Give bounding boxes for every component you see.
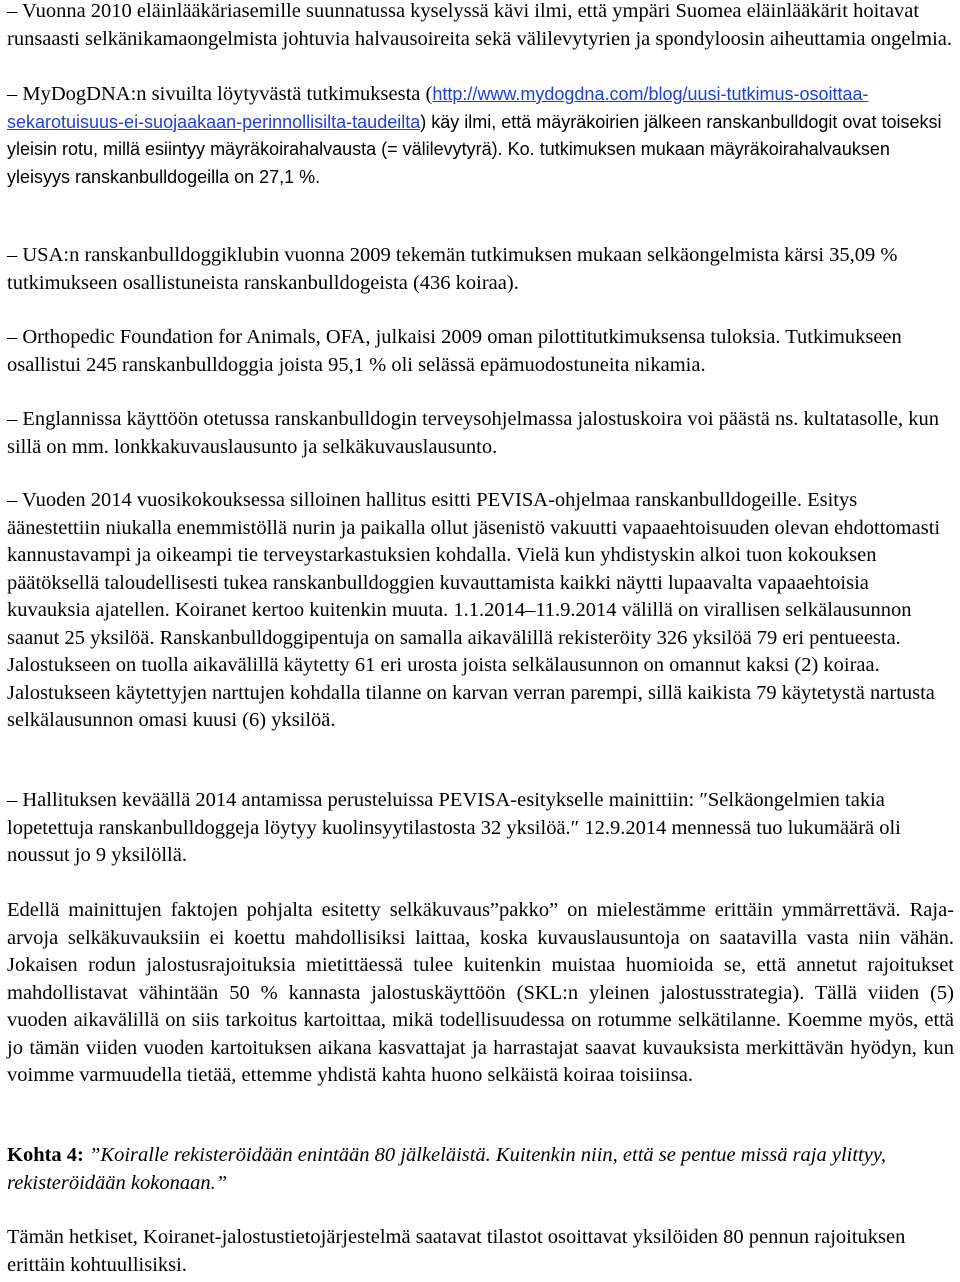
paragraph-usa-club: – USA:n ranskanbulldoggiklubin vuonna 2009 tekemän tutkimuksen mukaan selkäongelmista kärsi 35,09 % tutkimukseen osallistuneista ranskanbulldogeista (436 koiraa). bbox=[7, 244, 898, 294]
mydogdna-link[interactable]: http://www.mydogdna.com/blog/uusi-tutkimus-osoittaa-sekarotuisuus-ei-suojaakaan-perinnollisilta-taudeilta bbox=[7, 84, 869, 132]
kohta-4-text: ”Koiralle rekisteröidään enintään 80 jälkeläistä. Kuitenkin niin, että se pentue missä raja ylittyy, rekisteröidään kokonaan.” bbox=[7, 1144, 886, 1194]
paragraph-board-reasons: – Hallituksen keväällä 2014 antamissa perusteluissa PEVISA-esitykselle mainittiin: ″Selkäongelmien takia lopetettuja ranskanbulldoggeja löytyy kuolinsyytilastosta 32 yksilöä.″ 12.9.2014 mennessä tuo lukumäärä oli noussut jo 9 yksilöllä. bbox=[7, 789, 901, 866]
paragraph-conclusion: Edellä mainittujen faktojen pohjalta esitetty selkäkuvaus”pakko” on mielestämme erittäin ymmärrettävä. Raja-arvoja selkäkuvauksiin ei koettu mahdollisiksi laittaa, koska kuvauslausuntoja on saatavilla vasta niin vähän. Jokaisen rodun jalostusrajoituksia mietittäessä tulee kuitenkin muistaa huomioida se, että annetut rajoitukset mahdollistavat vähintään 50 % kannasta jalostuskäyttöön (SKL:n yleinen jalostusstrategia). Tällä viiden (5) vuoden aikavälillä on siis tarkoitus kartoittaa, mikä todellisuudessa on rotumme selkätilanne. Koemme myös, että jo tämän viiden vuoden kartoituksen aikana kasvattajat ja harrastajat saavat kuvauksista merkittävän hyödyn, kun voimme varmuudella tietää, ettemme yhdistä kahta huono selkäistä koiraa toisiinsa. bbox=[7, 899, 954, 1086]
paragraph-statistics: Tämän hetkiset, Koiranet-jalostustietojärjestelmä saatavat tilastot osoittavat yksilöiden 80 pennun rajoituksen erittäin kohtuullisiksi. bbox=[7, 1226, 906, 1276]
paragraph-ofa: – Orthopedic Foundation for Animals, OFA, julkaisi 2009 oman pilottitutkimuksensa tuloksia. Tutkimukseen osallistui 245 ranskanbulldoggia joista 95,1 % oli selässä epämuodostuneita nikamia. bbox=[7, 326, 902, 376]
mydogdna-intro: – MyDogDNA:n sivuilta löytyvästä tutkimuksesta ( bbox=[7, 83, 433, 105]
paragraph-mydogdna bbox=[7, 81, 954, 191]
paragraph-pevisa-2014: – Vuoden 2014 vuosikokouksessa silloinen hallitus esitti PEVISA-ohjelmaa ranskanbulldogeille. Esitys äänestettiin niukalla enemmistöllä nurin ja paikalla ollut jäsenistö vakuutti vapaaehtoisuuden olevan ehdottomasti kannustavampi ja oikeampi tie terveystarkastuksien kohdalla. Vielä kun yhdistyskin alkoi tuon kokouksen päätöksellä taloudellisesti tukea ranskanbulldoggien kuvauttamista kaikki näytti lupaavalta vapaaehtoisia kuvauksia ajatellen. Koiranet kertoo kuitenkin muuta. 1.1.2014–11.9.2014 välillä on virallisen selkälausunnon saanut 25 yksilöä. Ranskanbulldoggipentuja on samalla aikavälillä rekisteröity 326 yksilöä 79 eri pentueesta. Jalostukseen on tuolla aikavälillä käytetty 61 eri urosta joista selkälausunnon on omannut kaksi (2) koiraa. Jalostukseen käytettyjen narttujen kohdalla tilanne on karvan verran parempi, sillä kaikista 79 käytetystä nartusta selkälausunnon omasi kuusi (6) yksilöä. bbox=[7, 489, 941, 731]
paragraph-kohta-4 bbox=[7, 1142, 954, 1197]
paragraph-survey-2010: – Vuonna 2010 eläinlääkäriasemille suunnatussa kyselyssä kävi ilmi, että ympäri Suomea eläinlääkärit hoitavat runsaasti selkänikamaongelmista johtuvia halvausoireita sekä välilevytyrien ja spondyloosin aiheuttamia ongelmia. bbox=[7, 0, 953, 50]
mydogdna-rest: ) käy ilmi, että mäyräkoirien jälkeen ranskanbulldogit ovat toiseksi yleisin rotu, millä esiintyy mäyräkoirahalvausta (= välilevytyrä). Ko. tutkimuksen mukaan mäyräkoirahalvauksen yleisyys ranskanbulldogeilla on 27,1 %. bbox=[7, 111, 942, 187]
kohta-4-label: Kohta 4: bbox=[7, 1144, 84, 1166]
paragraph-england: – Englannissa käyttöön otetussa ranskanbulldogin terveysohjelmassa jalostuskoira voi päästä ns. kultatasolle, kun sillä on mm. lonkkakuvauslausunto ja selkäkuvauslausunto. bbox=[7, 408, 940, 458]
